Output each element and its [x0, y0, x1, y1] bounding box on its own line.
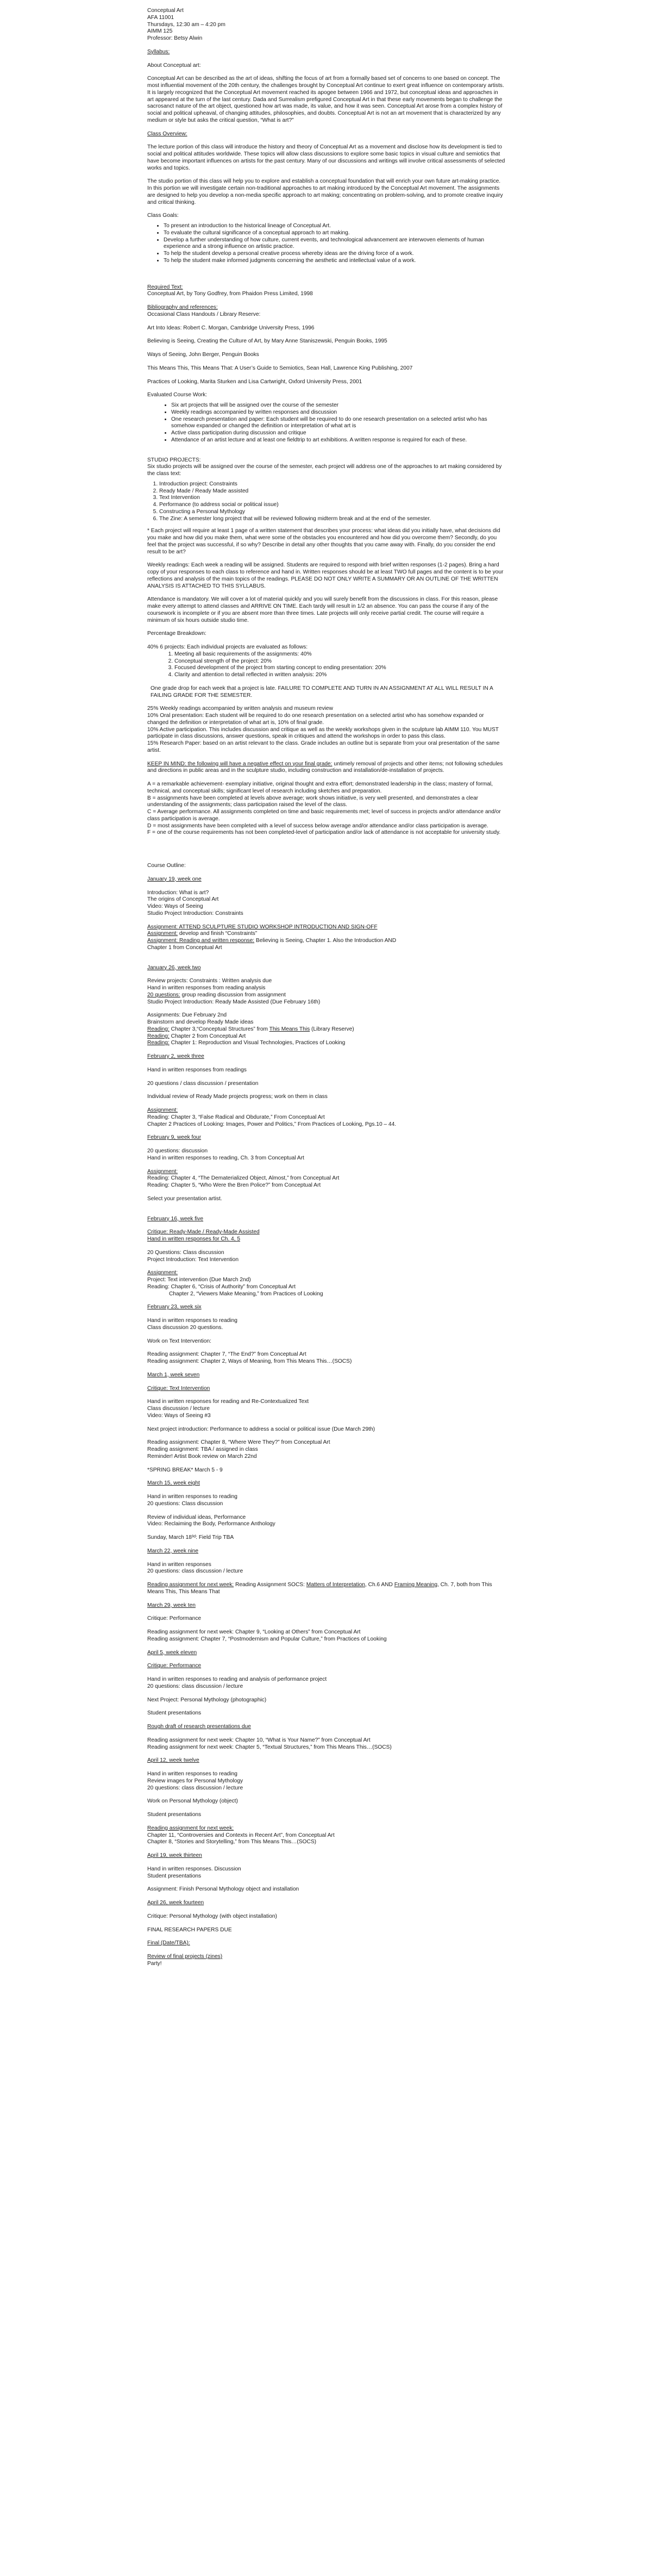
- reading-text: Chapter 2 from Conceptual Art: [169, 1033, 246, 1039]
- week-line: 20 questions: discussion: [147, 1148, 208, 1154]
- week-6-title: February 23, week six: [147, 1304, 202, 1311]
- week-5-critique: [147, 1229, 506, 1236]
- week-line: 20 questions: class discussion / lecture: [147, 1785, 243, 1791]
- week-1-reading-cont: Chapter 1 from Conceptual Art: [147, 944, 222, 951]
- week-line: Critique: Personal Mythology (with object installation): [147, 1913, 277, 1919]
- assignment-label: Assignment:: [147, 1270, 178, 1276]
- questions-label: 20 questions:: [147, 991, 180, 998]
- week-13-title: April 19, week thirteen: [147, 1853, 202, 1858]
- breakdown-line: 10% Active participation. This includes discussion and critique as well as the weekly workshops given in the sculpture lab AIMM 110. You MUST participate in class discussions, answer questions, speak in critiques and attend the workshops in order to pass this class.: [147, 726, 499, 740]
- week-line: Hand in written responses to reading: [147, 1494, 237, 1500]
- grade-drop-note: One grade drop for each week that a project is late. FAILURE TO COMPLETE AND TURN IN AN ASSIGNMENT AT ALL WILL RESULT IN A FAILING GRADE FOR THE SEMESTER.: [151, 685, 493, 698]
- list-item: • One research presentation and paper: Each student will be required to do one research presentation on a selected artist who has somehow expanded or changed the definition or interpretation of what art is: [171, 416, 506, 431]
- week-line: Student presentations: [147, 1873, 202, 1879]
- week-1-topics: [147, 890, 506, 918]
- reading-title: Framing Meaning: [394, 1582, 437, 1588]
- attendance-note: Attendance is mandatory. We will cover a lot of material quickly and you will surely benefit from the discussions in class. For this reason, please make every attempt to attend classes and ARRIVE ON TIME. Each tardy will result in 1/2 an absence. You can pass the course if any of the coursework is incomplete or if you are absent more than three times. Late projects will only receive partial credit. The course will require a minimum of six hours outside studio time.: [147, 596, 498, 623]
- grade-d: D = most assignments have been completed with a level of success below average and/or attendance and/or class participation is average.: [147, 822, 488, 829]
- grade-c: C = Average performance. All assignments completed on time and basic requirements met; level of success in projects and/or attendance and/or class participation is average.: [147, 809, 501, 822]
- evaluated-heading: Evaluated Course Work:: [147, 392, 208, 398]
- studio-heading: STUDIO PROJECTS:: [147, 457, 201, 463]
- week-line: Reading assignment: Chapter 8, “Where Were They?” from Conceptual Art: [147, 1439, 330, 1446]
- reading-label: Reading:: [147, 1033, 170, 1039]
- list-item: 3. Focused development of the project from starting concept to ending presentation: 20%: [174, 665, 506, 672]
- week-line: 20 questions: class discussion / lecture: [147, 1683, 243, 1689]
- list-item: 6. The Zine: A semester long project that will be reviewed following midterm break and at the end of the semester.: [159, 516, 506, 523]
- week-1-reading: [147, 938, 506, 945]
- week-line: Work on Personal Mythology (object): [147, 1798, 238, 1805]
- goals-list: [147, 223, 506, 265]
- week-line: Reading: Chapter 5, “Who Were the Bren Police?” from Conceptual Art: [147, 1182, 321, 1188]
- reading-text: Chapter 1: Reproduction and Visual Technologies, Practices of Looking: [169, 1040, 346, 1046]
- week-line: Next Project: Personal Mythology (photographic): [147, 1696, 267, 1703]
- week-line: Hand in written responses: [147, 1561, 211, 1568]
- studio-intro: Six studio projects will be assigned over the course of the semester, each project will address one of the approaches to art making considered by the class text:: [147, 464, 502, 477]
- week-line: FINAL RESEARCH PAPERS DUE: [147, 1926, 232, 1933]
- week-line: Individual review of Ready Made projects progress; work on them in class: [147, 1094, 328, 1100]
- week-line: Select your presentation artist.: [147, 1195, 222, 1202]
- week-line: Chapter 2, “Viewers Make Meaning,” from Practices of Looking: [169, 1290, 323, 1297]
- breakdown-line: 10% Oral presentation: Each student will be required to do one research presentation on a selected artist who has somehow expanded or changed the definition or interpretation of what art is, 10% of final grade.: [147, 713, 484, 726]
- week-line: Critique: Performance: [147, 1616, 202, 1622]
- bibliography-heading: Bibliography and references:: [147, 304, 218, 310]
- reading-label: Reading assignment for next week:: [147, 1582, 234, 1588]
- grade-definitions: [147, 781, 506, 837]
- critique-text: Ready-Made / Ready-Made Assisted: [167, 1229, 260, 1236]
- week-line: Work on Text Intervention:: [147, 1338, 211, 1344]
- percentage-list: [147, 651, 506, 679]
- week-line: Reading assignment: Chapter 7, “Postmodernism and Popular Culture,” from Practices of Looking: [147, 1636, 387, 1642]
- week-line: Video: Ways of Seeing: [147, 903, 203, 909]
- grade-f: F = one of the course requirements has not been completed-level of participation and/or lack of attendance is not acceptable for university study.: [147, 829, 501, 836]
- assignment-label: Assignment:: [147, 1107, 178, 1113]
- percentage-intro: 40% 6 projects: Each individual projects are evaluated as follows:: [147, 644, 308, 650]
- required-text: Conceptual Art, by Tony Godfrey, from Phaidon Press Limited, 1998: [147, 291, 313, 297]
- week-line: 20 questions: Class discussion: [147, 1500, 223, 1507]
- reading-label: Reading:: [147, 1026, 170, 1032]
- week-line: Reading assignment for next week: Chapter 10, “What is Your Name?” from Conceptual Art: [147, 1737, 371, 1743]
- breakdown-line: 15% Research Paper: based on an artist relevant to the class. Grade includes an outline but is separate from your oral presentation of the same artist.: [147, 740, 500, 753]
- reading-text: , Ch. 7, both from This Means This, This Means That: [147, 1582, 492, 1595]
- week-10-title: March 29, week ten: [147, 1602, 196, 1608]
- bibliography-entry: Believing is Seeing, Creating the Culture of Art, by Mary Anne Staniszewski, Penguin Books, 1995: [147, 338, 387, 345]
- week-line: Review projects: Constraints : Written analysis due: [147, 978, 272, 984]
- reading-text: Reading Assignment SOCS:: [234, 1582, 306, 1588]
- reading-label: Reading assignment for next week:: [147, 1825, 234, 1831]
- overview-paragraph-1: The lecture portion of this class will introduce the history and theory of Conceptual Art as a movement and disclose how its development is tied to social and political attitudes worldwide. These topics will allow class discussions to explore some basic topics in visual culture and semiotics that have become important influences on artists for the past century. Many of our discussions and writings will involve critical assessments of selected works and topics.: [147, 144, 505, 171]
- week-line: 20 questions / class discussion / presentation: [147, 1080, 259, 1087]
- week-line: Hand in written responses to reading, Ch. 3 from Conceptual Art: [147, 1155, 304, 1161]
- list-item: • To present an introduction to the historical lineage of Conceptual Art.: [164, 223, 506, 230]
- week-line: 20 questions: class discussion / lecture: [147, 1568, 243, 1575]
- about-heading: About Conceptual art:: [147, 62, 201, 68]
- syllabus-heading: Syllabus:: [147, 48, 170, 55]
- week-12-title: April 12, week twelve: [147, 1757, 199, 1764]
- list-item: • To help the student make informed judgments concerning the aesthetic and intellectual value of a work.: [164, 258, 506, 265]
- list-item: 3. Text Intervention: [159, 495, 506, 502]
- critique-label: Critique:: [147, 1229, 168, 1236]
- course-room: AIMM 125: [147, 28, 173, 35]
- reading-label: Reading:: [147, 1040, 170, 1046]
- week-line: Hand in written responses for reading and Re-Contextualized Text: [147, 1399, 309, 1405]
- reading-text: (Library Reserve): [310, 1026, 354, 1032]
- week-line: Reading assignment: TBA / assigned in class: [147, 1446, 258, 1452]
- week-line: Review of final projects (zines): [147, 1954, 223, 1960]
- percentage-heading: Percentage Breakdown:: [147, 631, 206, 637]
- week-line: Class discussion 20 questions.: [147, 1324, 223, 1331]
- assignment-label: Assignment: Reading and written response:: [147, 938, 255, 944]
- week-line: The origins of Conceptual Art: [147, 896, 219, 903]
- week-2-title: January 26, week two: [147, 964, 201, 971]
- required-text-heading: Required Text:: [147, 284, 183, 290]
- keep-in-mind: [147, 761, 506, 775]
- week-5-title: February 16, week five: [147, 1215, 204, 1222]
- week-11-title: April 5, week eleven: [147, 1649, 197, 1656]
- week-line: Introduction: What is art?: [147, 889, 209, 896]
- week-line: Reminder! Artist Book review on March 22nd: [147, 1453, 257, 1459]
- week-2-questions: [147, 992, 506, 999]
- week-1-title: January 19, week one: [147, 876, 202, 882]
- week-line: Party!: [147, 1960, 162, 1967]
- week-7-title: March 1, week seven: [147, 1371, 200, 1378]
- course-header: [147, 8, 506, 42]
- week-9-title: March 22, week nine: [147, 1548, 199, 1554]
- list-item: • Weekly readings accompanied by written responses and discussion: [171, 409, 506, 416]
- keep-in-mind-text: untimely removal of projects and other items; not following schedules and directions in public areas and in the sculpture studio, including construction and installation/de-installation of projects.: [147, 760, 503, 774]
- breakdown-line: 25% Weekly readings accompanied by written analysis and museum review: [147, 706, 333, 712]
- list-item: • Develop a further understanding of how culture, current events, and technological advancement are interwoven elements of human experience and a strong influence on artistic practice.: [164, 237, 506, 251]
- bibliography-entry: This Means This, This Means That: A User’s Guide to Semiotics, Sean Hall, Lawrence King Publishing, 2007: [147, 365, 413, 371]
- list-item: 1. Introduction project: Constraints: [159, 481, 506, 488]
- week-line: Hand in written responses to reading: [147, 1771, 237, 1777]
- keep-in-mind-lead: KEEP IN MIND: the following will have a negative effect on your final grade:: [147, 760, 333, 767]
- week-2-reading-3: [147, 1040, 506, 1047]
- week-line: Project: Text intervention (Due March 2nd): [147, 1277, 251, 1283]
- week-line: Review images for Personal Mythology: [147, 1777, 243, 1784]
- week-line: Hand in written responses to reading and analysis of performance project: [147, 1676, 327, 1682]
- week-line: Hand in written responses for Ch. 4, 5: [147, 1236, 241, 1242]
- overview-heading: Class Overview:: [147, 130, 187, 137]
- week-line: Reading assignment for next week: Chapter 9, “Looking at Others” from Conceptual Art: [147, 1629, 361, 1635]
- week-line: Chapter 11, “Controversies and Contexts in Recent Art”, from Conceptual Art: [147, 1832, 335, 1838]
- list-item: • Active class participation during discussion and critique: [171, 430, 506, 437]
- reading-title: This Means This: [269, 1026, 310, 1032]
- week-line: Assignments: Due February 2nd: [147, 1012, 227, 1019]
- reading-text: , Ch.6 AND: [365, 1582, 394, 1588]
- week-line: Video: Reclaiming the Body, Performance Anthology: [147, 1521, 275, 1527]
- week-line: Hand in written responses to reading: [147, 1318, 237, 1324]
- evaluated-list: [147, 402, 506, 444]
- week-line: Sunday, March 18³ᵈ: Field Trip TBA: [147, 1535, 234, 1540]
- reading-title: Matters of Interpretation: [306, 1582, 365, 1588]
- grade-a: A = a remarkable achievement- exemplary initiative, original thought and extra effort; demonstrated leadership in the class; mastery of formal, technical, and conceptual skills; significant level of research including sketches and preparation.: [147, 781, 493, 794]
- studio-projects-list: [147, 481, 506, 523]
- week-line: *SPRING BREAK* March 5 - 9: [147, 1467, 223, 1473]
- course-code: AFA 11001: [147, 14, 174, 21]
- week-line: Student presentations: [147, 1812, 202, 1818]
- course-outline-heading: Course Outline:: [147, 863, 186, 869]
- week-3-title: February 2, week three: [147, 1053, 204, 1059]
- week-9-reading: [147, 1582, 506, 1596]
- breakdown-lines: [147, 706, 506, 754]
- assignment-text: develop and finish “Constraints”: [178, 931, 258, 937]
- week-line: Next project introduction: Performance to address a social or political issue (Due March 29th): [147, 1426, 375, 1432]
- week-line: Chapter 8, “Stories and Storytelling,” from This Means This…(SOCS): [147, 1839, 317, 1845]
- week-line: 20 Questions: Class discussion: [147, 1249, 224, 1256]
- list-item: 5. Constructing a Personal Mythology: [159, 509, 506, 516]
- statement-note: * Each project will require at least 1 page of a written statement that describes your process: what ideas did you initially have, what decisions did you make and how did you make them, what were some of the obstacles you encountered and how did you overcome them? Secondly, do you feel that the project was successful, if so why? Describe in detail any other thoughts that you came away with. Finally, do you consider the end result to be art?: [147, 528, 500, 555]
- list-item: 4. Clarity and attention to detail reflected in written analysis: 20%: [174, 672, 506, 679]
- overview-paragraph-2: The studio portion of this class will help you to explore and establish a conceptual foundation that will enrich your own future art-making practice. In this portion we will investigate certain non-traditional approaches to art making introduced by the Conceptual Art movement. The assignments are designed to help you develop a non-media specific approach to art making; concentrating on problem-solving, and to promote creative inquiry and critical thinking.: [147, 178, 503, 205]
- week-1-workshop: Assignment: ATTEND SCULPTURE STUDIO WORKSHOP INTRODUCTION AND SIGN-OFF: [147, 924, 378, 930]
- week-line: Chapter 2 Practices of Looking: Images, Power and Politics,” From Practices of Looking, Pgs.10 – 44.: [147, 1121, 397, 1127]
- week-line: Student presentations: [147, 1710, 202, 1717]
- reading-text: Chapter 3,“Conceptual Structures” from: [169, 1026, 269, 1032]
- week-14-title: April 26, week fourteen: [147, 1900, 204, 1906]
- week-2-reading-2: [147, 1033, 506, 1040]
- course-title: Conceptual Art: [147, 8, 184, 14]
- week-line: Hand in written responses from readings: [147, 1066, 247, 1073]
- week-line: Review of individual ideas, Performance: [147, 1514, 246, 1520]
- list-item: 1. Meeting all basic requirements of the assignments: 40%: [174, 651, 506, 658]
- week-2-reading-1: [147, 1026, 506, 1033]
- list-item: 2. Ready Made / Ready Made assisted: [159, 488, 506, 495]
- grade-b: B = assignments have been completed at levels above average; work shows initiative, is very well presented, and demonstrates a clear understanding of the assignments; class participation raised the level of the class.: [147, 795, 479, 808]
- week-line: Reading assignment for next week: Chapter 5, “Textual Structures,” from This Means This…(SOCS): [147, 1744, 392, 1750]
- list-item: • To help the student develop a personal creative process whereby ideas are the driving force of a work.: [164, 251, 506, 258]
- week-line: Hand in written responses. Discussion: [147, 1866, 241, 1872]
- weekly-readings-note: Weekly readings: Each week a reading will be assigned. Students are required to respond with brief written responses (1-2 pages). Bring a hard copy of your responses to each class to reference and hand in. Written responses should be at least TWO full pages and the content is to be your reflections and analysis of the main topics of the readings. PLEASE DO NOT ONLY WRITE A SUMMARY OR AN OUTLINE OF THE WRITTEN ANALYSIS IS ATTACHED TO THIS SYLLABUS.: [147, 562, 504, 589]
- list-item: 2. Conceptual strength of the project: 20%: [174, 658, 506, 665]
- week-1-assignment: [147, 931, 506, 938]
- bibliography-note: Occasional Class Handouts / Library Reserve:: [147, 311, 261, 317]
- week-4-title: February 9, week four: [147, 1134, 202, 1141]
- list-item: 4. Performance (to address social or political issue): [159, 502, 506, 509]
- assignment-text: Believing is Seeing, Chapter 1. Also the Introduction AND: [254, 938, 397, 944]
- week-line: Critique: Performance: [147, 1663, 202, 1669]
- week-line: Brainstorm and develop Ready Made ideas: [147, 1019, 254, 1025]
- goals-heading: Class Goals:: [147, 213, 179, 219]
- list-item: • Six art projects that will be assigned over the course of the semester: [171, 402, 506, 409]
- week-2-intro: Studio Project Introduction: Ready Made Assisted (Due February 16th): [147, 999, 321, 1005]
- week-line: Reading assignment: Chapter 7, “The End?” from Conceptual Art: [147, 1351, 306, 1358]
- assignment-label: Assignment:: [147, 931, 178, 937]
- week-line: Class discussion / lecture: [147, 1406, 210, 1412]
- course-professor: Professor: Betsy Alwin: [147, 35, 203, 41]
- bibliography-entry: Ways of Seeing, John Berger, Penguin Books: [147, 352, 259, 358]
- week-line: Reading assignment: Chapter 2, Ways of Meaning, from This Means This…(SOCS): [147, 1358, 352, 1364]
- final-title: Final (Date/TBA):: [147, 1940, 190, 1947]
- week-line: Reading: Chapter 4, “The Dematerialized Object, Almost,” from Conceptual Art: [147, 1175, 340, 1182]
- week-line: Reading: Chapter 3, “False Radical and Obdurate,” From Conceptual Art: [147, 1114, 325, 1120]
- week-line: Rough draft of research presentations due: [147, 1724, 251, 1730]
- week-line: Video: Ways of Seeing #3: [147, 1412, 211, 1419]
- list-item: • To evaluate the cultural significance of a conceptual approach to art making.: [164, 230, 506, 237]
- course-time: Thursdays, 12:30 am – 4:20 pm: [147, 21, 225, 28]
- week-8-title: March 15, week eight: [147, 1480, 200, 1487]
- bibliography-entry: Practices of Looking, Marita Sturken and Lisa Cartwright, Oxford University Press, 2001: [147, 378, 362, 385]
- week-line: Critique: Text Intervention: [147, 1385, 210, 1392]
- week-line: Assignment: Finish Personal Mythology object and installation: [147, 1886, 299, 1893]
- list-item: • Attendance of an artist lecture and at least one fieldtrip to art exhibitions. A written response is required for each of these.: [171, 437, 506, 444]
- about-text: Conceptual Art can be described as the art of ideas, shifting the focus of art from a formally based set of concerns to one based on concept. The most influential movement of the 20th century, the challenges brought by Conceptual Art continue to exert great influence on contemporary artists. It is largely recognized that the Conceptual Art movement reached its apogee between 1966 and 1972, but conceptual ideas and approaches in art appeared at the turn of the last century. Dada and Surrealism prefigured Conceptual Art in that these early movements began to challenge the sacrosanct nature of the art object, questioned how art was made, its value, and how it was seen. Conceptual Art arose from a complex history of social and political upheaval, of changing attitudes, philosophies, and doubts. Conceptual Art is not an art movement that is characterized by any medium or style but asks the critical question, “What is art?”: [147, 76, 504, 123]
- questions-text: group reading discussion from assignment: [180, 991, 286, 998]
- week-line: Reading: Chapter 6, “Crisis of Authority” from Conceptual Art: [147, 1283, 296, 1290]
- bibliography-entry: Art Into Ideas: Robert C. Morgan, Cambridge University Press, 1996: [147, 325, 315, 331]
- week-line: Project Introduction: Text Intervention: [147, 1256, 239, 1263]
- week-line: Studio Project Introduction: Constraints: [147, 910, 243, 916]
- assignment-label: Assignment:: [147, 1168, 178, 1175]
- week-line: Hand in written responses from reading analysis: [147, 985, 266, 991]
